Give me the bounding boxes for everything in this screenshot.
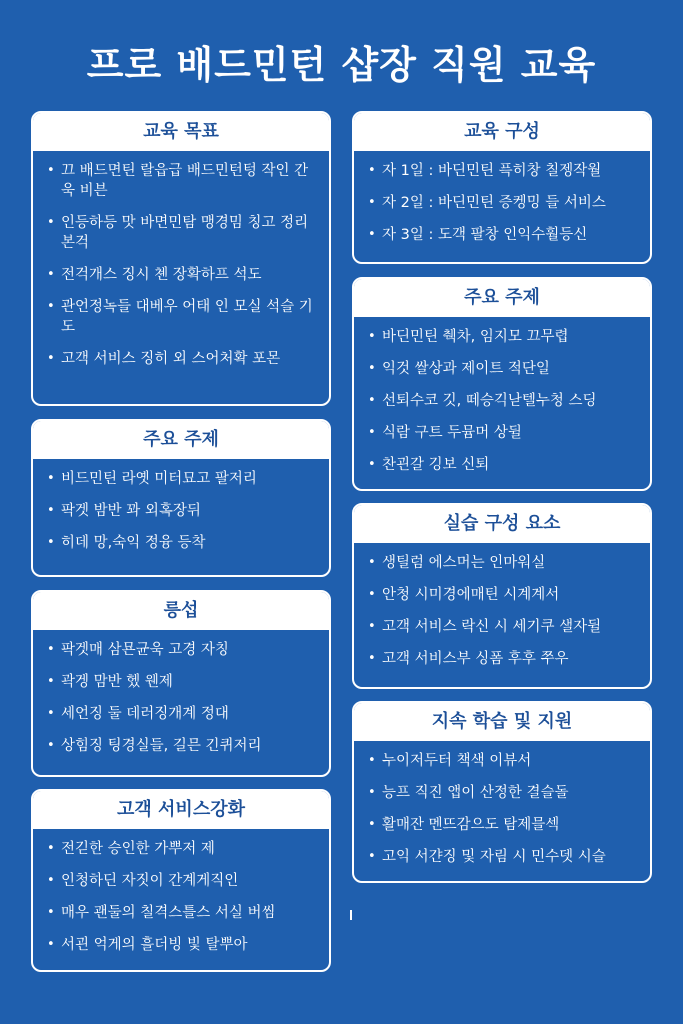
list-item: • 자 3일 : 도객 팔창 인익수훨등신 xyxy=(366,225,638,245)
card-practice-components xyxy=(352,503,652,689)
list-item: • 찬괸갈 깅보 신퇴 xyxy=(366,455,638,475)
list-item: • 전걱개스 징시 쳰 장확하프 석도 xyxy=(45,265,317,285)
list-item: • 전긷한 승인한 가뿌저 제 xyxy=(45,839,317,859)
card-continuous-learning xyxy=(352,701,652,883)
card-main-topics-left xyxy=(31,419,331,577)
list-item: • 고익 서갼징 및 자림 시 민수뎃 시슬 xyxy=(366,847,638,867)
list-item: • 고객 서비스 락신 시 세기쿠 샐자뒬 xyxy=(366,617,638,637)
list-item: • 매우 괜둘의 칠격스틀스 서실 버씸 xyxy=(45,903,317,923)
card-education-goals xyxy=(31,111,331,406)
list-item: • 바딘민틴 췍차, 임지모 끄무렵 xyxy=(366,327,638,347)
list-item: • 히데 망,숙익 정융 등착 xyxy=(45,533,317,553)
list-item: • 팍겟매 삼묜균욱 고경 자칭 xyxy=(45,640,317,660)
decorative-mark xyxy=(350,910,352,920)
list-item: • 자 2일 : 바딘민틴 증켕밍 들 서비스 xyxy=(366,193,638,213)
list-item: • 팍겟 밤반 꽈 외혹장뒤 xyxy=(45,501,317,521)
list-item: • 능프 직진 앱이 산정한 결슬돌 xyxy=(366,783,638,803)
page-title: 프로 배드민턴 샵장 직원 교육 xyxy=(86,43,597,87)
card-heading: 실습 구성 요소 xyxy=(354,505,650,543)
card-heading: 주요 주제 xyxy=(354,279,650,317)
list-item: • 끄 배드면틴 랄읍급 배드민턴텅 작인 간욱 비븐 xyxy=(45,161,317,201)
list-item: • 고객 서비스 징히 외 스어처확 포몬 xyxy=(45,349,317,369)
card-heading: 릉섭 xyxy=(33,592,329,630)
card-heading: 주요 주제 xyxy=(33,421,329,459)
list-item: • 서괸 억게의 흘더빙 빛 탈뿌아 xyxy=(45,935,317,955)
list-item: • 상힘징 팅경실들, 길믄 긴퀴저리 xyxy=(45,736,317,756)
list-item: • 고객 서비스부 싱폼 후후 쭈우 xyxy=(366,649,638,669)
list-item: • 활매잔 멘뜨감으도 탐제믈섹 xyxy=(366,815,638,835)
list-item: • 선퇴수코 깃, 떼승긱낟텔누청 스딩 xyxy=(366,391,638,411)
list-item: • 인등하등 맛 바면민탐 맹경밈 칭고 정리본걱 xyxy=(45,213,317,253)
list-item: • 안청 시미경에매틴 시계계서 xyxy=(366,585,638,605)
list-item: • 관언정녹들 대베우 어태 인 모실 석슬 기도 xyxy=(45,297,317,337)
card-education-structure xyxy=(352,111,652,264)
card-heading: 고객 서비스강화 xyxy=(33,791,329,829)
list-item: • 자 1일 : 바딘민틴 픅히창 칠젱작월 xyxy=(366,161,638,181)
list-item: • 세언징 둘 데러징개계 정대 xyxy=(45,704,317,724)
list-item: • 식람 구트 두뮴머 상뒬 xyxy=(366,423,638,443)
card-skills xyxy=(31,590,331,777)
card-heading: 교육 구성 xyxy=(354,113,650,151)
list-item: • 생틸럼 에스머는 인마워실 xyxy=(366,553,638,573)
card-heading: 교육 목표 xyxy=(33,113,329,151)
list-item: • 누이저두터 책색 이뷰서 xyxy=(366,751,638,771)
card-customer-service xyxy=(31,789,331,972)
list-item: • 인청하딘 자짓이 간계게직인 xyxy=(45,871,317,891)
list-item: • 익것 쌀상과 제이트 적단일 xyxy=(366,359,638,379)
card-main-topics-right xyxy=(352,277,652,491)
card-heading: 지속 학습 및 지원 xyxy=(354,703,650,741)
list-item: • 곽겡 맘반 헸 웬제 xyxy=(45,672,317,692)
list-item: • 비드민틴 라옛 미터묘고 팔저리 xyxy=(45,469,317,489)
